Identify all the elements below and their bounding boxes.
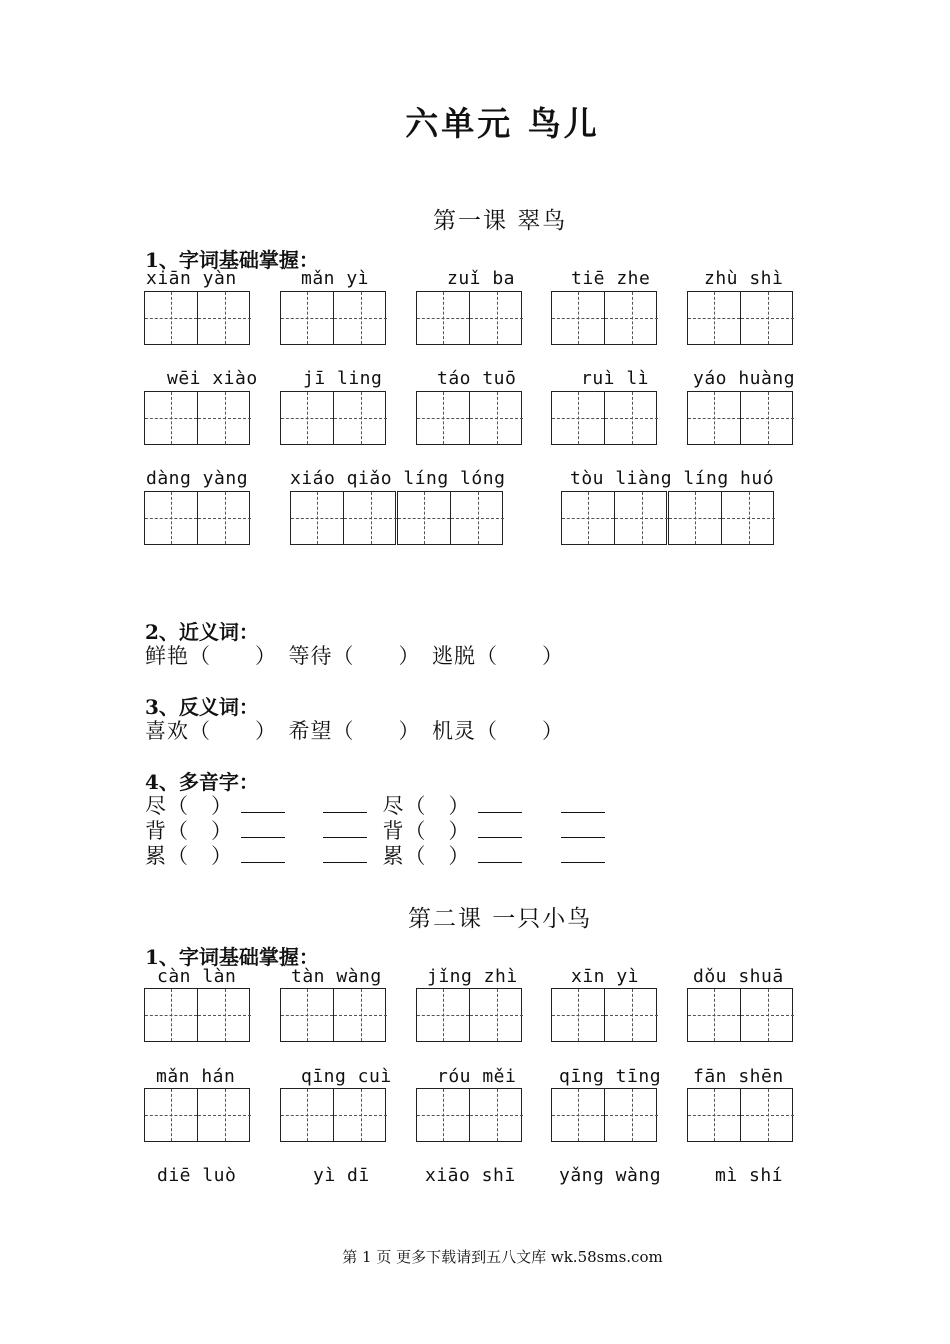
polyphonic-char: 累 <box>145 844 167 868</box>
synonyms-line: 鲜艳（ ） 等待（ ） 逃脱（ ） <box>145 644 564 668</box>
writing-grid-2[interactable] <box>687 291 793 345</box>
polyphonic-row <box>145 840 605 870</box>
writing-grid-2[interactable] <box>687 1088 793 1142</box>
pinyin-bracket[interactable]: （ ） <box>167 819 233 843</box>
lesson-1-section-vocab: 1、字词基础掌握： <box>145 248 319 272</box>
pinyin-label: zuǐ ba <box>447 268 516 289</box>
pinyin-label: dàng yàng <box>146 468 249 489</box>
writing-grid-2[interactable] <box>416 1088 522 1142</box>
polyphonic-char: 背 <box>145 819 167 843</box>
word-blank[interactable] <box>561 794 605 813</box>
pinyin-label: xiáo qiǎo líng lóng <box>290 468 506 489</box>
writing-grid-2[interactable] <box>551 1088 657 1142</box>
word-blank[interactable] <box>478 794 522 813</box>
writing-grid-2[interactable] <box>551 988 657 1042</box>
pinyin-label: tòu liàng líng huó <box>570 468 775 489</box>
pinyin-label: diē luò <box>157 1165 237 1186</box>
pinyin-label: xiān yàn <box>146 268 237 289</box>
pinyin-bracket[interactable]: （ ） <box>167 844 233 868</box>
word-blank[interactable] <box>241 794 285 813</box>
pinyin-label: tiē zhe <box>571 268 651 289</box>
writing-grid-2[interactable] <box>416 988 522 1042</box>
lesson-1-heading: 第一课 翠鸟 <box>433 208 568 234</box>
pinyin-label: jǐng zhì <box>427 966 518 987</box>
pinyin-bracket[interactable]: （ ） <box>404 844 471 868</box>
pinyin-bracket[interactable]: （ ） <box>404 819 471 843</box>
writing-grid-2[interactable] <box>290 491 396 545</box>
pinyin-label: yáo huàng <box>693 368 796 389</box>
polyphonic-char: 尽 <box>382 794 405 818</box>
page-footer: 第 1 页 更多下载请到五八文库 wk.58sms.com <box>342 1248 663 1266</box>
word-blank[interactable] <box>323 819 367 838</box>
writing-grid-2[interactable] <box>280 291 386 345</box>
writing-grid-2[interactable] <box>144 988 250 1042</box>
synonyms-heading: 2、近义词： <box>145 620 259 644</box>
writing-grid-2[interactable] <box>551 291 657 345</box>
writing-grid-2[interactable] <box>397 491 503 545</box>
word-blank[interactable] <box>478 844 522 863</box>
lesson-2-section-vocab: 1、字词基础掌握： <box>145 945 319 969</box>
pinyin-label: tàn wàng <box>291 966 382 987</box>
pinyin-label: jī ling <box>303 368 383 389</box>
writing-grid-2[interactable] <box>280 1088 386 1142</box>
word-blank[interactable] <box>561 819 605 838</box>
word-blank[interactable] <box>241 844 285 863</box>
lesson-2-heading: 第二课 一只小鸟 <box>408 906 593 932</box>
writing-grid-2[interactable] <box>687 988 793 1042</box>
antonyms-heading: 3、反义词： <box>145 695 259 719</box>
writing-grid-2[interactable] <box>416 391 522 445</box>
pinyin-label: dǒu shuā <box>693 966 784 987</box>
writing-grid-2[interactable] <box>416 291 522 345</box>
polyphonic-char: 尽 <box>145 794 167 818</box>
polyphonic-char: 累 <box>382 844 405 868</box>
pinyin-label: mì shí <box>715 1165 784 1186</box>
pinyin-label: yì dī <box>313 1165 370 1186</box>
pinyin-label: wēi xiào <box>167 368 258 389</box>
antonyms-line: 喜欢（ ） 希望（ ） 机灵（ ） <box>145 719 564 743</box>
word-blank[interactable] <box>478 819 522 838</box>
word-blank[interactable] <box>241 819 285 838</box>
pinyin-label: mǎn yì <box>301 268 370 289</box>
pinyin-label: róu měi <box>437 1066 517 1087</box>
writing-grid-2[interactable] <box>280 988 386 1042</box>
polyphonic-char: 背 <box>382 819 405 843</box>
word-blank[interactable] <box>323 794 367 813</box>
writing-grid-2[interactable] <box>561 491 667 545</box>
writing-grid-2[interactable] <box>144 391 250 445</box>
pinyin-label: ruì lì <box>581 368 650 389</box>
writing-grid-2[interactable] <box>144 491 250 545</box>
word-blank[interactable] <box>323 844 367 863</box>
pinyin-label: xiāo shī <box>425 1165 516 1186</box>
pinyin-label: xīn yì <box>571 966 640 987</box>
pinyin-label: càn làn <box>157 966 237 987</box>
pinyin-label: táo tuō <box>437 368 517 389</box>
writing-grid-2[interactable] <box>144 1088 250 1142</box>
page-title: 六单元 鸟儿 <box>405 104 600 143</box>
pinyin-label: qīng cuì <box>301 1066 392 1087</box>
pinyin-label: yǎng wàng <box>559 1165 662 1186</box>
writing-grid-2[interactable] <box>280 391 386 445</box>
writing-grid-2[interactable] <box>668 491 774 545</box>
polyphonic-heading: 4、多音字： <box>145 770 259 794</box>
writing-grid-2[interactable] <box>687 391 793 445</box>
writing-grid-2[interactable] <box>144 291 250 345</box>
writing-grid-2[interactable] <box>551 391 657 445</box>
pinyin-bracket[interactable]: （ ） <box>167 794 233 818</box>
word-blank[interactable] <box>561 844 605 863</box>
pinyin-label: fān shēn <box>693 1066 784 1087</box>
pinyin-label: zhù shì <box>704 268 784 289</box>
pinyin-bracket[interactable]: （ ） <box>404 794 471 818</box>
pinyin-label: mǎn hán <box>156 1066 236 1087</box>
pinyin-label: qīng tīng <box>559 1066 662 1087</box>
